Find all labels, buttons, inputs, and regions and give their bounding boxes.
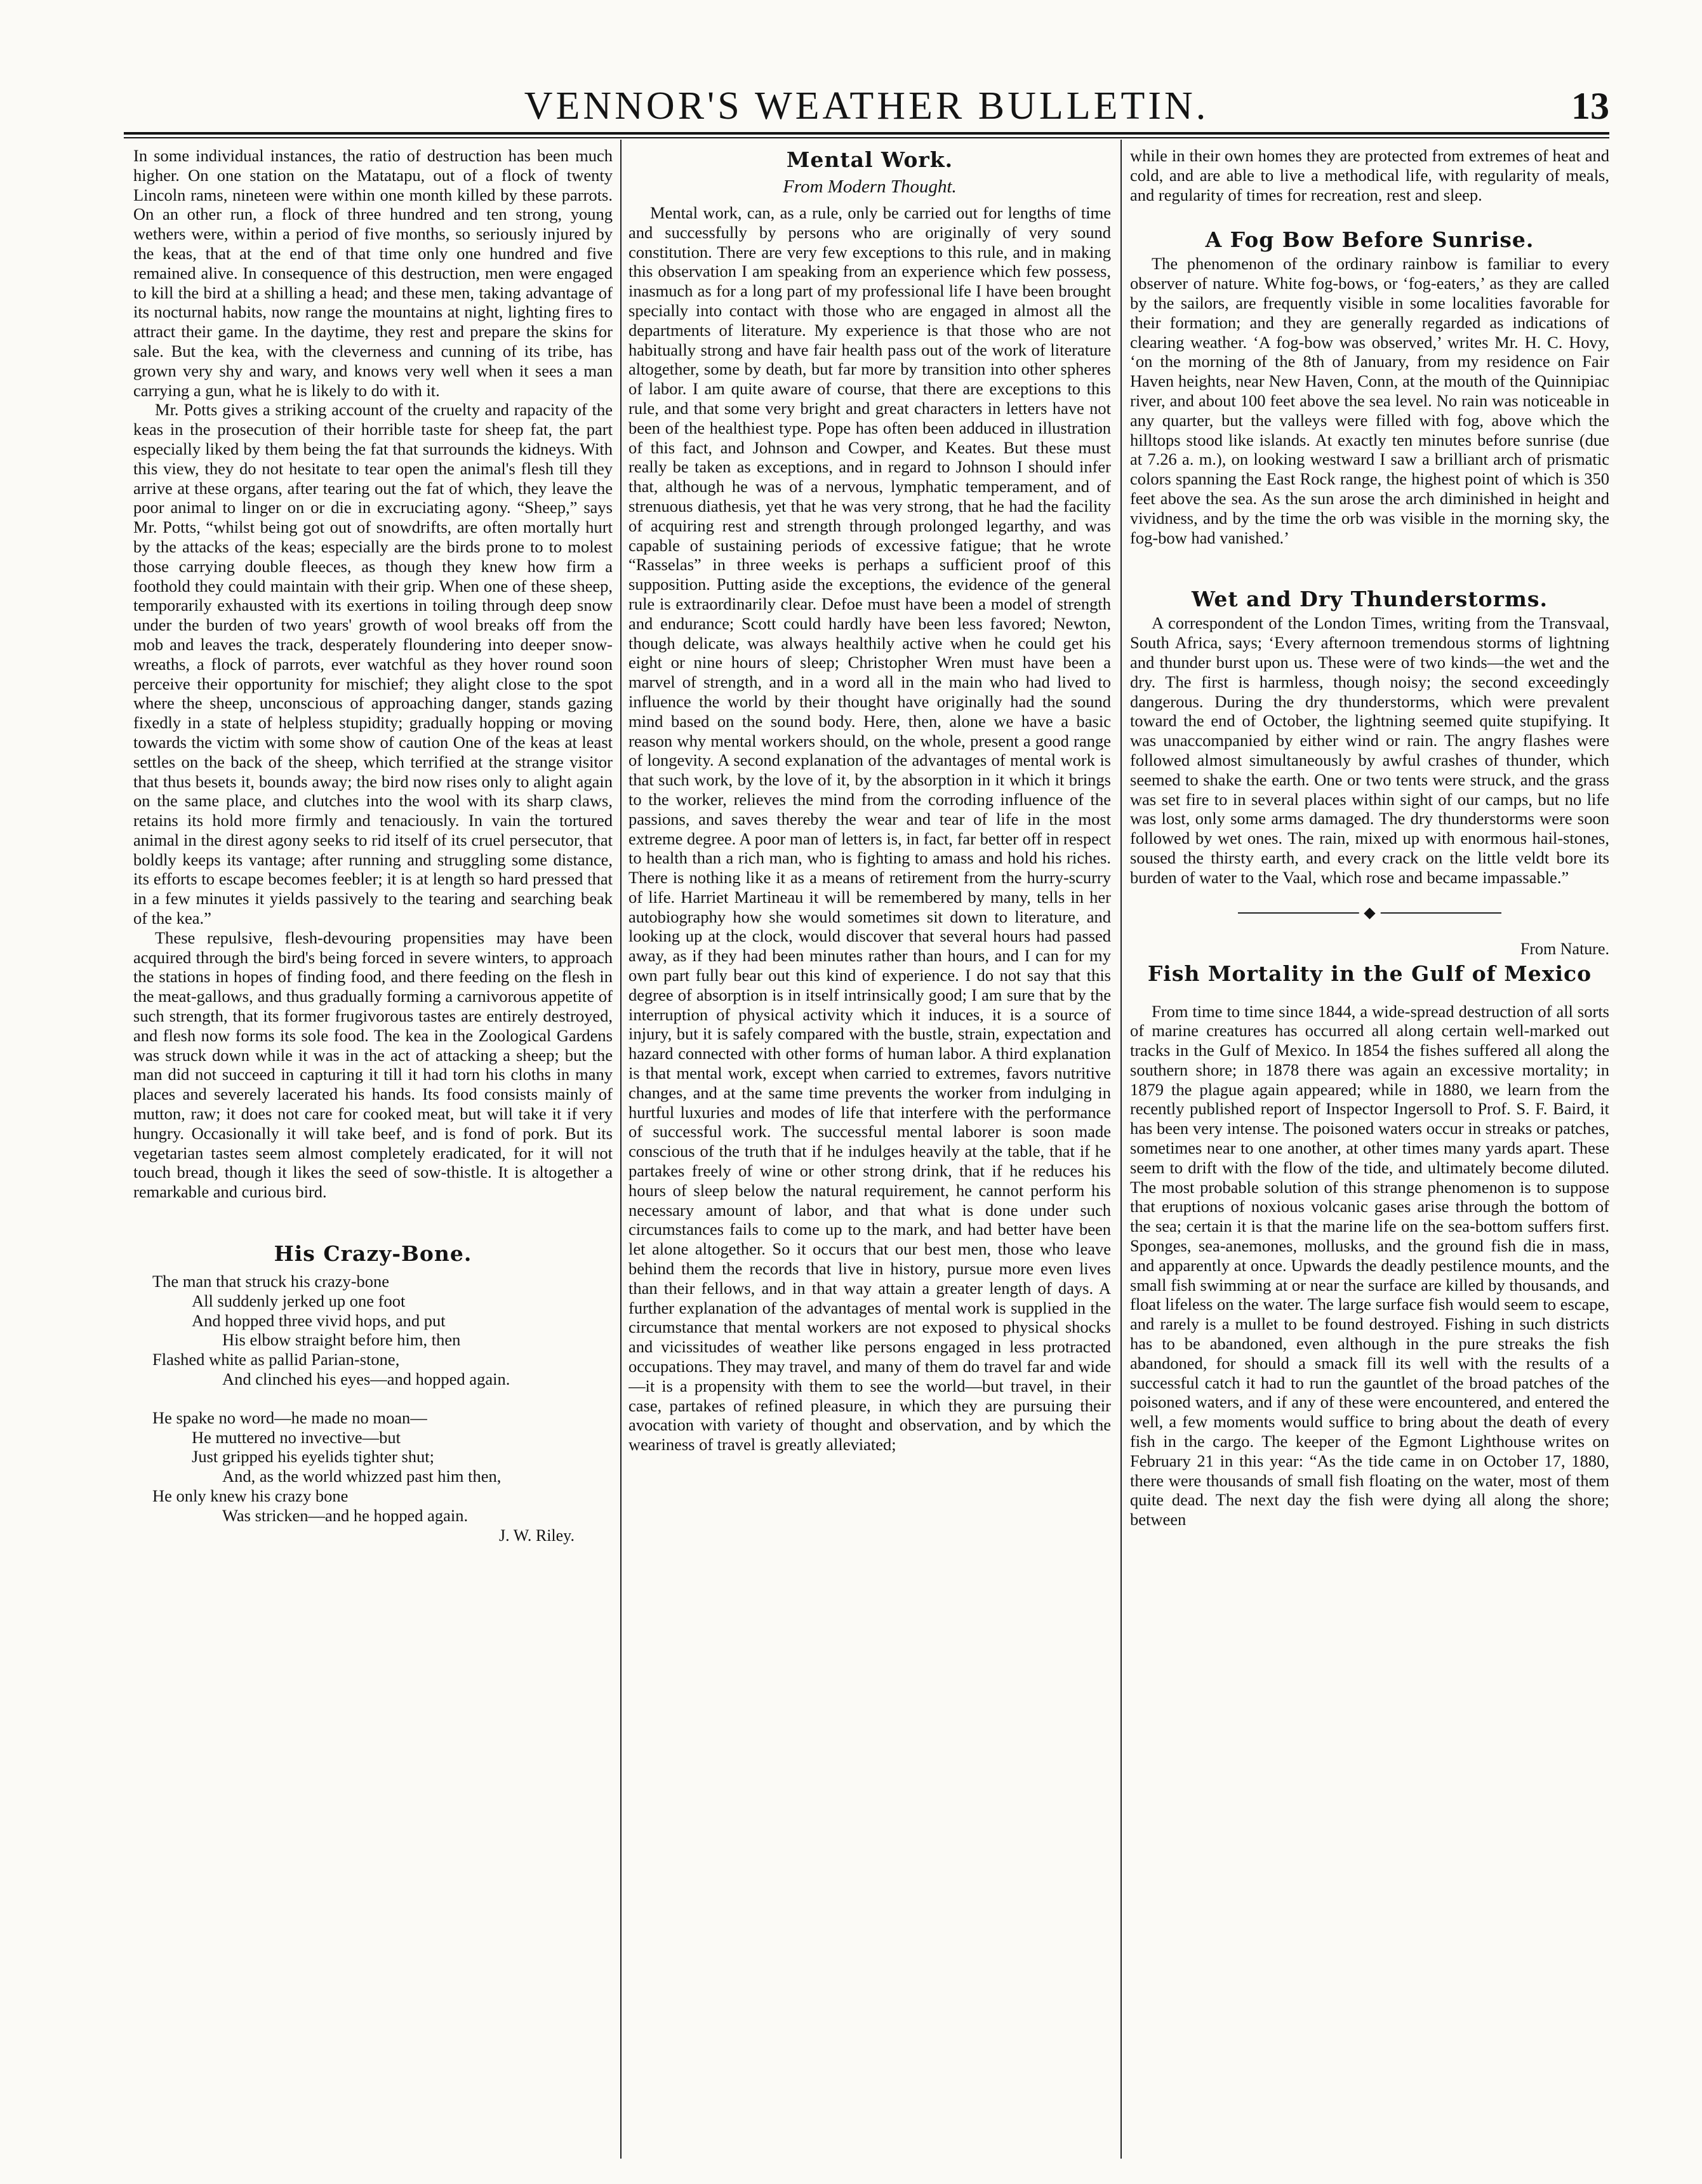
header-rule-thick (124, 132, 1609, 135)
page-number: 13 (1571, 85, 1609, 127)
header-rule-thin (124, 137, 1609, 138)
kea-paragraph: Mr. Potts gives a striking account of the cruelty and rapacity of the keas in the prosecution of their horrible taste for sheep fat, the part especially liked by them being the fat that surrounds the kidneys. With this view, they do not hesitate to tear open the animal's flesh till they arrive at these organs, after tearing out the fat of which, they leave the poor animal to linger on or die in excruciating agony. “Sheep,” says Mr. Potts, “whilst being got out of snowdrifts, are often mortally hurt by the attacks of the keas; especially are the birds prone to to molest those carrying double fleeces, as though they knew how firm a foothold they could maintain with their grip. When one of these sheep, temporarily exhausted with its exertions in toiling through deep snow under the burden of two years' growth of wool breaks off from the mob and leaves the track, desperately floundering into deeper snow-wreaths, a flock of parrots, ever watchful as they hover round soon perceive their opportunity for mischief; they alight close to the spot where the sheep, unconscious of approaching danger, stands gazing fixedly in a state of helpless stupidity; gradually hopping or moving towards the victim with some show of caution One of the keas at least settles on the back of the sheep, which terrified at the strange visitor that thus besets it, bounds away; the bird now rises only to alight again on the same place, and clutches into the wool with its sharp claws, retains its hold more firmly and tenaciously. In vain the tortured animal in the direst agony seeks to rid itself of its cruel persecutor, that boldly keeps its vantage; after running and struggling some distance, its efforts to escape becomes feebler; it is at length so hard pressed that in a few minutes it yields passively to the tearing and searching beak of the kea.” (133, 400, 613, 928)
poem-author: J. W. Riley. (499, 1526, 575, 1545)
poem-line: He only knew his crazy bone (152, 1486, 349, 1505)
poem-title: His Crazy-Bone. (274, 1241, 472, 1267)
fog-bow-title: A Fog Bow Before Sunrise. (1205, 227, 1534, 253)
poem-line: He spake no word—he made no moan— (152, 1408, 427, 1427)
mental-work-source: From Modern Thought. (783, 176, 957, 197)
column-left (133, 146, 613, 2159)
poem-line: The man that struck his crazy-bone (152, 1272, 390, 1291)
fish-mortality-paragraph: From time to time since 1844, a wide-spread destruction of all sorts of marine creatures has occurred all along certain well-marked out tracks in the Gulf of Mexico. In 1854 the fishes suffered all along the southern shore; in 1878 there was again an excessive mortality; in 1879 the plague again appeared; while in 1880, we learn from the recently published report of Inspector Ingersoll to Prof. S. F. Baird, it has been very intense. The poisoned waters occur in streaks or patches, sometimes near to one another, at other times many yards apart. These seem to drift with the flow of the tide, and ultimately become diluted. The most probable solution of this strange phenomenon is to suppose that eruptions of noxious volcanic gases arise through the bottom of the sea; certain it is that the marine life on the sea-bottom suffers first. Sponges, sea-anemones, mollusks, and the ground fish die in mass, and apparently at once. Upwards the deadly pestilence mounts, and the small fish swimming at or near the surface are killed by thousands, and float lifeless on the water. The large surface fish would seem to escape, and rarely is a mullet to be found destroyed. Fishing in such districts has to be abandoned, even although in the pure streaks the fish abandoned, for should a smack fill its well with the results of a successful catch it had to run the gauntlet of the broad patches of the poisoned waters, and if any of these were encountered, and entered the well, a few moments would suffice to bring about the death of every fish in the cargo. The keeper of the Egmont Lighthouse writes on February 21 in this year: “As the tide came in on October 17, 1880, there were thousands of small fish floating on the water, most of them quite dead. The next day the fish were dying all along the shore; between (1130, 1001, 1609, 1529)
poem-line: And hopped three vivid hops, and put (192, 1310, 446, 1330)
column-divider-right (1120, 140, 1122, 2159)
poem-line: Was stricken—and he hopped again. (222, 1505, 469, 1525)
column-middle (628, 146, 1111, 2159)
poem-line: And clinched his eyes—and hopped again. (222, 1369, 510, 1389)
fog-bow-paragraph: The phenomenon of the ordinary rainbow is familiar to every observer of nature. White fog-bows, or ‘fog-eaters,’ as they are called by the sailors, are frequently visible in some localities favorable for their formation; and they are generally regarded as indications of clearing weather. ‘A fog-bow was observed,’ writes Mr. H. C. Hovy, ‘on the morning of the 8th of January, from my residence on Fair Haven heights, near New Haven, Conn, at the mouth of the Quinnipiac river, and about 100 feet above the sea level. No rain was noticeable in any quarter, but the valleys were filled with fog, above which the hilltops stood like islands. At exactly ten minutes before sunrise (due at 7.26 a. m.), on looking westward I saw a brilliant arch of prismatic colors spanning the East Rock range, the highest point of which is 350 feet above the sea. As the sun arose the arch diminished in height and vividness, and by the time the orb was visible in the morning sky, the fog-bow had vanished.’ (1130, 254, 1609, 547)
poem-line: His elbow straight before him, then (222, 1330, 461, 1350)
kea-paragraph: In some individual instances, the ratio of destruction has been much higher. On one station on the Matatapu, out of a flock of twenty Lincoln rams, nineteen were within one month killed by these parrots. On an other run, a flock of three hundred and ten strong, young wethers were, within a period of five months, so seriously injured by the keas, that at the end of that time only one hundred and five remained alive. In consequence of this destruction, men were engaged to kill the bird at a shilling a head; and these men, taking advantage of its nocturnal habits, now range the mountains at night, lighting fires to attract their game. In the daytime, they rest and prepare the skins for sale. But the kea, with the cleverness and cunning of its tribe, has grown very shy and wary, and knows very well when it sees a man carrying a gun, what he is likely to do with it. (133, 146, 613, 400)
thunderstorms-title: Wet and Dry Thunderstorms. (1192, 587, 1548, 612)
column-divider-left (620, 140, 622, 2159)
ornamental-divider (1130, 900, 1609, 926)
poem-line: All suddenly jerked up one foot (192, 1291, 406, 1310)
bulletin-title: VENNOR'S WEATHER BULLETIN. (524, 84, 1209, 128)
mental-work-paragraph: Mental work, can, as a rule, only be carried out for lengths of time and successfully by persons who are originally of very sound constitution. There are very few exceptions to this rule, and in making this observation I am speaking from an experience which few possess, inasmuch as for a long part of my professional life I have been brought specially into contact with those who are engaged in almost all the departments of literature. My experience is that those who are not habitually strong and have fair health pass out of the work of literature altogether, some by death, but far more by transition into other spheres of labor. I am quite aware of course, that there are exceptions to this rule, and that some very bright and great characters in letters have not been of the healthiest type. Pope has often been adduced in illustration of this fact, and Johnson and Cowper, and Keates. But these must really be taken as exceptions, and in regard to Johnson I should infer that, although he was of a nervous, lymphatic temperament, and of strenuous diathesis, yet that he was very strong, that he had the facility of acquiring rest and strength through prolonged legarthy, and was capable of sustaining periods of excessive fatigue; that he wrote “Rasselas” in three weeks is perhaps a sufficient proof of this supposition. Putting aside the exceptions, the evidence of the general rule is extraordinarily clear. Defoe must have been a model of strength and endurance; Scott could hardly have been less favored; Newton, though delicate, was always healthily active when he could get his eight or nine hours of sleep; Christopher Wren must have been a marvel of strength, and in a word all in the main who had lived to influence the world by their thought have originally had the sound mind based on the sound body. Here, then, alone we have a basic reason why mental workers should, on the whole, present a good range of longevity. A second explanation of the advantages of mental work is that such work, by the love of it, by the absorption in it which it brings to the worker, relieves the mind from the corroding influence of the passions, and saves thereby the wear and tear of life in the most extreme degree. A poor man of letters is, in fact, far better off in respect to health than a rich man, who is fighting to amass and hold his riches. There is nothing like it as a means of retirement from the hurry-scurry of life. Harriet Martineau it will be remembered by many, tells in her autobiography how she would sometimes sit down to literature, and looking up at the clock, would discover that several hours had passed away, as if they had been minutes rather than hours, and I can for my own part fully bear out this kind of experience. I do not say that this degree of absorption is in itself intrinsically good; I am sure that by the interruption of physical activity which it induces, it is a source of injury, but it is safely compared with the bustle, strain, expectation and hazard connected with other forms of human labor. A third explanation is that mental work, except when carried to extremes, favors nutritive changes, and at the same time prevents the worker from indulging in hurtful luxuries and modes of life that interfere with the performance of successful work. The successful mental laborer is soon made conscious of the truth that if he indulges heavily at the table, that if he partakes freely of wine or other strong drink, that if he reduces his hours of sleep below the natural requirement, he cannot perform his necessary amount of labor, and that what is done under such circumstances fails to come up to the mark, and had better have been let alone altogether. So it occurs that our best men, those who leave behind them the records that live in history, pursue more even lives than their fellows, and in that way attain a greater length of days. A further explanation of the advantages of mental work is supplied in the circumstance that mental workers are not exposed to physical shocks and vicissitudes of weather like persons engaged in less protracted occupations. They may travel, and many of them do travel far and wide—it is a propensity with them to see the world—but travel, in their case, partakes of refined pleasure, in which they are pursuing their avocation with variety of thought and observation, and by which the weariness of travel is greatly alleviated; (628, 203, 1111, 1455)
poem-line: And, as the world whizzed past him then, (222, 1467, 502, 1486)
thunderstorms-paragraph: A correspondent of the London Times, writing from the Transvaal, South Africa, says; ‘Every afternoon tremendous storms of lightning and thunder burst upon us. These were of two kinds—the wet and the dry. The first is harmless, though noisy; the second exceedingly dangerous. During the dry thunderstorms, which were prevalent toward the end of October, the lightning seemed quite stupifying. It was unaccompanied by either wind or rain. The angry flashes were followed almost simultaneously by awful crashes of thunder, which seemed to shake the earth. One or two tents were struck, and the grass was set fire to in several places within sight of our camps, but no life was lost, only some arms damaged. The dry thunderstorms were soon followed by wet ones. The rain, mixed up with enormous hail-stones, soused the thirsty earth, and every crack on the little veldt bore its burden of water to the Vaal, which rose and became impassable.” (1130, 613, 1609, 887)
mental-work-title: Mental Work. (786, 147, 954, 172)
poem-line: He muttered no invective—but (192, 1427, 401, 1447)
diamond-ornament-icon: ◆ (1359, 903, 1380, 922)
fish-mortality-title: Fish Mortality in the Gulf of Mexico (1147, 961, 1592, 986)
poem-line: Just gripped his eyelids tighter shut; (192, 1447, 435, 1467)
mental-work-continuation: while in their own homes they are protected from extremes of heat and cold, and are able to live a methodical life, with regularity of meals, and regularity of times for recreation, rest and sleep. (1130, 146, 1609, 204)
kea-paragraph: These repulsive, flesh-devouring propensities may have been acquired through the bird's being forced in severe winters, to approach the stations in hopes of finding food, and there feeding on the flesh in the meat-gallows, and thus gradually forming a carnivorous appetite of such strength, that its former frugivorous tastes are entirely destroyed, and flesh now forms its sole food. The kea in the Zoological Gardens was struck down while it was in the act of attacking a sheep; but the man did not succeed in capturing it till it had torn his cloths in many places and severely lacerated his hands. Its food consists mainly of mutton, raw; it does not care for cooked meat, but will take it if very hungry. Occasionally it will take beef, and is fond of pork. But its vegetarian tastes seem almost completely eradicated, for it will not touch bread, though it likes the seed of sow-thistle. It is altogether a remarkable and curious bird. (133, 928, 613, 1202)
poem-line: Flashed white as pallid Parian-stone, (152, 1350, 400, 1369)
page-header (124, 81, 1609, 131)
fish-mortality-source: From Nature. (1520, 939, 1609, 958)
poem (152, 1272, 613, 1526)
column-right (1130, 146, 1609, 2159)
